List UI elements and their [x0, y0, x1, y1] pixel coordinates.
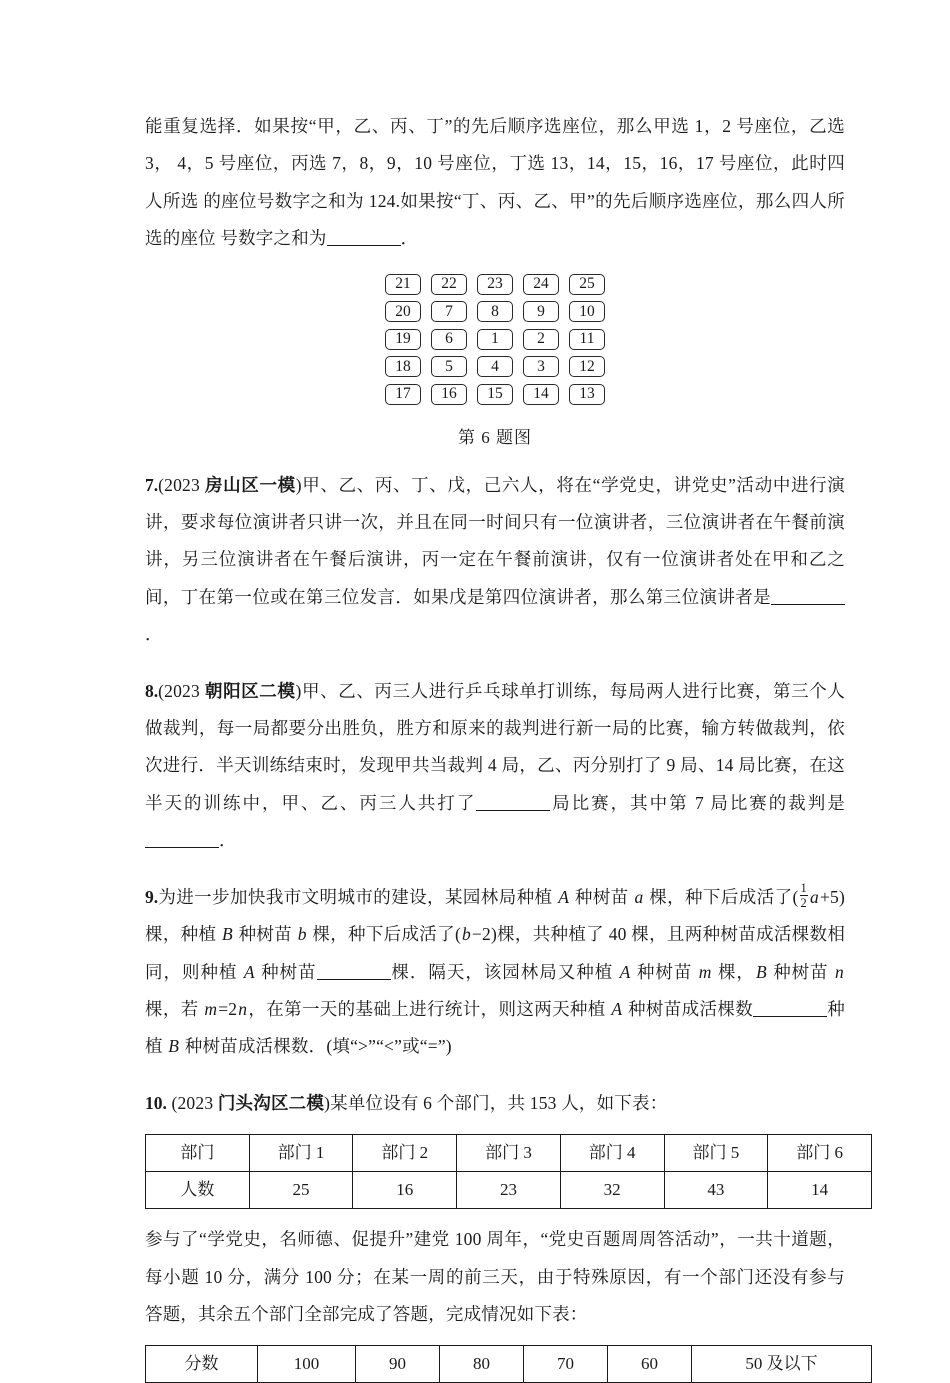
- question-7: [145, 467, 845, 654]
- cell-count-3: 23: [457, 1172, 561, 1209]
- cell-row-label-count: 人数: [146, 1172, 250, 1209]
- seat-box: 18: [385, 356, 421, 377]
- q6-line4-period: ．: [400, 228, 419, 249]
- seat-box: 7: [431, 301, 467, 322]
- seat-box: 21: [385, 274, 421, 295]
- cell-department-5: 部门 5: [664, 1135, 768, 1172]
- q9-var-a-2: a: [810, 886, 819, 907]
- q9-number: 9.: [145, 886, 159, 907]
- q9-var-A: A: [558, 886, 570, 907]
- seat-box: 13: [569, 384, 605, 405]
- figure-caption: 第 6 题图: [458, 427, 532, 447]
- cell-department-2: 部门 2: [353, 1135, 457, 1172]
- q9-text-g: −2)棵，共种植了 40 棵，且两种树苗成活棵数相同，则种植: [145, 924, 846, 982]
- q9-var-b: b: [297, 924, 307, 945]
- seat-row: [385, 274, 605, 295]
- cell-department-3: 部门 3: [457, 1135, 561, 1172]
- q9-var-B-2: B: [755, 961, 767, 982]
- q9-var-m: m: [698, 961, 712, 982]
- cell-department-4: 部门 4: [560, 1135, 664, 1172]
- q8-source-name: 朝阳区二模: [204, 680, 296, 701]
- seat-box: 1: [477, 329, 513, 350]
- q9-var-n: n: [835, 961, 844, 982]
- q6-line3: 的座位号数字之和为 124.如果按“丁、丙、乙、甲”的先后顺序选座位，那么四人所选的座位: [145, 190, 845, 249]
- q9-var-m-2: m: [204, 998, 218, 1019]
- seat-box: 15: [477, 384, 513, 405]
- q9-text-o: ，在第一天的基础上进行统计，则这两天种植: [248, 998, 611, 1019]
- q9-text-l: 种树苗: [767, 961, 835, 982]
- question-10-intro: [145, 1085, 845, 1122]
- q8-source-suffix: ): [295, 680, 302, 701]
- q9-var-n-2: n: [238, 998, 248, 1019]
- q9-var-B: B: [221, 924, 233, 945]
- q6-line1: 能重复选择．如果按“甲，乙、丙、丁”的先后顺序选座位，那么甲选 1，2 号座位，乙选 3，: [145, 116, 845, 174]
- q9-var-A-4: A: [611, 998, 623, 1019]
- q9-text-h: 种树苗: [255, 961, 317, 982]
- cell-score-80: 80: [440, 1346, 524, 1383]
- q9-answer-blank-1[interactable]: [317, 979, 391, 980]
- q7-body: 甲、乙、丙、丁、戊，己六人，将在“学党史，讲党史”活动中进行演讲，要求每位演讲者只讲一次，并且在同一时间只有一位演讲者，三位演讲者在午餐前演讲，另三位演讲者在午餐后演讲，丙一定在午餐前演讲，仅有一位演讲者处在甲和乙之间，丁在第一位或在第三位发言．如果戊是第四位演讲者，那么第三位演讲者是: [145, 474, 846, 607]
- table-row-scores: [146, 1346, 872, 1383]
- seat-grid: [385, 274, 605, 405]
- q7-source-prefix: (2023: [158, 474, 205, 495]
- q8-body-part2: 局比赛，其中第 7 局比赛的裁判是: [550, 792, 845, 813]
- q8-source-prefix: (2023: [158, 680, 205, 701]
- seat-box: 4: [477, 356, 513, 377]
- cell-count-6: 14: [768, 1172, 872, 1209]
- cell-department-6: 部门 6: [768, 1135, 872, 1172]
- seat-box: 25: [569, 274, 605, 295]
- question-10-body: [145, 1221, 845, 1333]
- seat-row: [385, 384, 605, 405]
- seat-box: 19: [385, 329, 421, 350]
- q9-text-j: 种树苗: [631, 961, 698, 982]
- seat-box: 2: [523, 329, 559, 350]
- cell-score-100: 100: [258, 1346, 356, 1383]
- q10-body-text: 参与了“学党史，名师德、促提升”建党 100 周年，“党史百题周周答活动”，一共十道题，每小题 10 分，满分 100 分；在某一周的前三天，由于特殊原因，有一个部门还没有参与答题，其余五个部门全部完成了答题，完成情况如下表：: [145, 1229, 845, 1324]
- seat-box: 5: [431, 356, 467, 377]
- table-row-header: [146, 1135, 872, 1172]
- q9-text-i: 棵．隔天，该园林局又种植: [390, 961, 619, 982]
- cell-score-60: 60: [608, 1346, 692, 1383]
- q10-intro-text: 某单位设有 6 个部门，共 153 人，如下表：: [330, 1092, 668, 1113]
- q9-answer-blank-2[interactable]: [753, 1016, 827, 1017]
- cell-count-2: 16: [353, 1172, 457, 1209]
- cell-department-1: 部门 1: [249, 1135, 353, 1172]
- seat-box: 8: [477, 301, 513, 322]
- q9-text-m: 棵，若: [145, 998, 204, 1019]
- q9-text-n: =2: [218, 998, 238, 1019]
- q10-number: 10.: [145, 1092, 167, 1113]
- q9-text-k: 棵，: [712, 961, 755, 982]
- seat-box: 24: [523, 274, 559, 295]
- q9-var-A-3: A: [619, 961, 631, 982]
- q10-source-suffix: ): [324, 1092, 331, 1113]
- q9-text-e: 种树苗: [233, 924, 297, 945]
- fraction-one-half: [800, 882, 808, 910]
- q7-number: 7.: [145, 474, 159, 495]
- q8-answer-blank-2[interactable]: [145, 847, 219, 848]
- q7-period: ．: [145, 624, 163, 645]
- q6-continuation-paragraph: [145, 108, 845, 258]
- cell-count-1: 25: [249, 1172, 353, 1209]
- seat-row: [385, 356, 605, 377]
- question-9: [145, 879, 845, 1066]
- cell-row-label-department: 部门: [146, 1135, 250, 1172]
- q6-line4-text: 号数字之和为: [220, 228, 327, 249]
- question-8: [145, 673, 845, 860]
- seat-row: [385, 301, 605, 322]
- q7-source-name: 房山区一模: [204, 474, 296, 495]
- q7-source-suffix: ): [295, 474, 302, 495]
- q8-answer-blank-1[interactable]: [476, 810, 550, 811]
- q9-text-r: 种树苗成活棵数．(填“>”“<”或“=”): [180, 1036, 452, 1057]
- q8-body-part1: 甲、乙、丙三人进行乒乓球单打训练，每局两人进行比赛，第三个人做裁判，每一局都要分出胜负，胜方和原来的裁判进行新一局的比赛，输方转做裁判，依次进行．半天训练结束时，发现甲共当裁判 4 局，乙、丙分别打了 9 局、14 局比赛，在这半天的训练中，甲、乙、丙三人共打了: [145, 680, 846, 813]
- fraction-denominator: 2: [800, 895, 807, 910]
- seat-box: 11: [569, 329, 605, 350]
- q8-number: 8.: [145, 680, 159, 701]
- figure-6: [145, 274, 845, 448]
- seat-box: 23: [477, 274, 513, 295]
- seat-box: 20: [385, 301, 421, 322]
- q9-text-d: +5)棵，种植: [145, 886, 846, 945]
- seat-box: 3: [523, 356, 559, 377]
- q9-text-b: 种树苗: [570, 886, 634, 907]
- cell-count-5: 43: [664, 1172, 768, 1209]
- seat-box: 22: [431, 274, 467, 295]
- q9-text-c: 棵，种下后成活了(: [644, 886, 799, 907]
- q9-text-f: 棵，种下后成活了(: [307, 924, 461, 945]
- seat-box: 10: [569, 301, 605, 322]
- q6-line2: 4，5 号座位，丙选 7，8，9，10 号座位，丁选 13，14，15，16，17 号座位，此时四人所选: [145, 153, 845, 211]
- q9-var-A-2: A: [243, 961, 255, 982]
- q10-source-prefix: (2023: [171, 1092, 218, 1113]
- seat-box: 12: [569, 356, 605, 377]
- q9-var-a: a: [634, 886, 644, 907]
- seat-box: 6: [431, 329, 467, 350]
- q7-answer-blank[interactable]: [771, 604, 845, 605]
- table-row-counts: [146, 1172, 872, 1209]
- fraction-numerator: 1: [800, 881, 807, 896]
- seat-box: 17: [385, 384, 421, 405]
- q9-text-q: 种植: [145, 998, 845, 1057]
- q9-var-B-3: B: [168, 1036, 180, 1057]
- cell-score-50-and-below: 50 及以下: [692, 1346, 872, 1383]
- scores-table: [145, 1345, 872, 1383]
- cell-count-4: 32: [560, 1172, 664, 1209]
- q8-period: ．: [219, 830, 237, 851]
- q9-text-a: 为进一步加快我市文明城市的建设，某园林局种植: [158, 886, 558, 907]
- q6-answer-blank[interactable]: [327, 245, 401, 246]
- departments-table: [145, 1134, 872, 1209]
- q9-var-b-2: b: [461, 924, 471, 945]
- q10-source-name: 门头沟区二模: [217, 1092, 325, 1113]
- seat-row: [385, 329, 605, 350]
- seat-box: 14: [523, 384, 559, 405]
- seat-box: 9: [523, 301, 559, 322]
- cell-score-70: 70: [524, 1346, 608, 1383]
- q9-text-p: 种树苗成活棵数: [623, 998, 754, 1019]
- seat-box: 16: [431, 384, 467, 405]
- cell-row-label-score: 分数: [146, 1346, 258, 1383]
- cell-score-90: 90: [356, 1346, 440, 1383]
